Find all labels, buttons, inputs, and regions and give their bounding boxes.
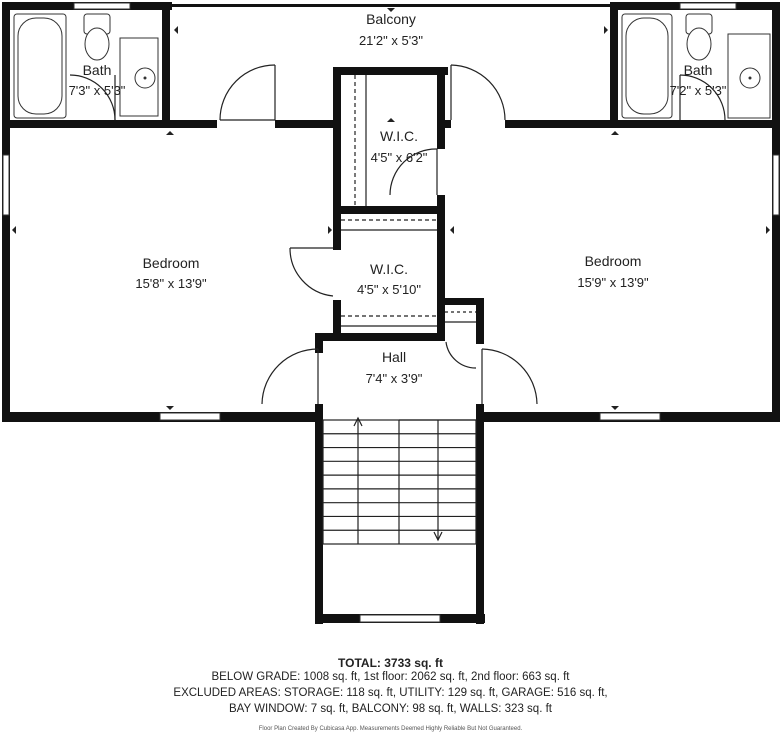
bath-right-dimensions: 7'2" x 5'3" [669, 83, 727, 98]
other-areas: BAY WINDOW: 7 sq. ft, BALCONY: 98 sq. ft, WALLS: 323 sq. ft [229, 703, 552, 715]
stair-arrows [354, 418, 442, 544]
bath-left-dimensions: 7'3" x 5'3" [68, 83, 126, 98]
floor-areas: BELOW GRADE: 1008 sq. ft, 1st floor: 2062 sq. ft, 2nd floor: 663 sq. ft [211, 671, 570, 683]
hall-name: Hall [381, 349, 407, 365]
wic-upper-name: W.I.C. [379, 128, 419, 144]
excluded-areas: EXCLUDED AREAS: STORAGE: 118 sq. ft, UTILITY: 129 sq. ft, GARAGE: 516 sq. ft, [173, 687, 608, 699]
staircase [323, 420, 476, 544]
bedroom-left-name: Bedroom [142, 255, 200, 271]
wic-upper-dimensions: 4'5" x 6'2" [370, 150, 428, 165]
balcony-dimensions: 21'2" x 5'3" [358, 33, 424, 48]
bedroom-left-dimensions: 15'8" x 13'9" [135, 276, 207, 291]
hall-dimensions: 7'4" x 3'9" [365, 371, 423, 386]
bedroom-right-name: Bedroom [584, 253, 642, 269]
bedroom-right-dimensions: 15'9" x 13'9" [577, 275, 649, 290]
bath-right-name: Bath [683, 62, 713, 78]
total-area: TOTAL: 3733 sq. ft [338, 656, 443, 670]
wic-lower-name: W.I.C. [369, 261, 409, 277]
bath-left-name: Bath [82, 62, 112, 78]
disclaimer: Floor Plan Created By Cubicasa App. Measurements Deemed Highly Reliable But Not Guaranteed. [258, 726, 523, 732]
balcony-name: Balcony [366, 11, 416, 27]
wic-lower-dimensions: 4'5" x 5'10" [356, 282, 422, 297]
